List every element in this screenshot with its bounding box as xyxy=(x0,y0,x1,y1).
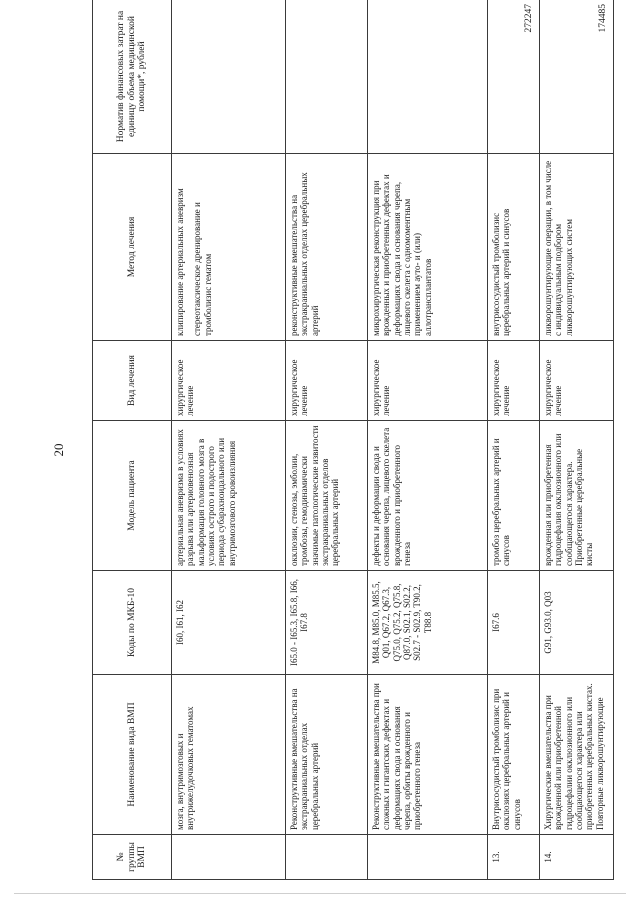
cell-icd-codes: I60, I61, I62 xyxy=(172,571,286,675)
cell-treatment-type: хирургическое лечение xyxy=(172,341,286,421)
table-row xyxy=(172,0,286,880)
cell-vmp-name: мозга, внутримозговых и внутрижелудочковых гематомах xyxy=(172,675,286,835)
cell-group-number: 13. xyxy=(488,835,540,880)
cell-patient-model: врожденная или приобретенная гидроцефалия окклюзионного или сообщающегося характера. Приобретенные церебральные кисты xyxy=(540,421,614,571)
cell-vmp-name: Реконструктивные вмешательства при сложных и гигантских дефектах и деформациях свода и основания черепа, орбиты врожденного и приобретенного генеза xyxy=(368,675,488,835)
header-group: № группы ВМП xyxy=(93,835,172,880)
cell-group-number: 14. xyxy=(540,835,614,880)
cell-group-number xyxy=(172,835,286,880)
cell-vmp-name: Внутрисосудистый тромболизис при окклюзиях церебральных артерий и синусов xyxy=(488,675,540,835)
cell-icd-codes: I65.0 - I65.3, I65.8, I66, I67.8 xyxy=(286,571,368,675)
header-patient-model: Модель пациента xyxy=(93,421,172,571)
cell-cost xyxy=(172,0,286,154)
table-row xyxy=(488,0,540,880)
cell-patient-model: артериальная аневризма в условиях разрыва или артериовенозная мальформация головного мозга в условиях острого и подострого периода субарахноидального или внутримозгового кровоизлияния xyxy=(172,421,286,571)
cell-method xyxy=(172,154,286,341)
cell-patient-model: дефекты и деформации свода и основания черепа, лицевого скелета врожденного и приобретенного генеза xyxy=(368,421,488,571)
cell-patient-model: тромбоз церебральных артерий и синусов xyxy=(488,421,540,571)
method-item: внутрисосудистый тромболизис церебральных артерий и синусов xyxy=(491,208,512,336)
cell-group-number xyxy=(286,835,368,880)
cell-method xyxy=(286,154,368,341)
cell-icd-codes: M84.8, M85.0, M85.5, Q01, Q67.2, Q67.3, Q75.0, Q75.2, Q75.8, Q87.0, S02.1, S02.2, S02.7 - S02.9, T90.2, T88.8 xyxy=(368,571,488,675)
table-header xyxy=(93,0,172,880)
header-icd-codes: Коды по МКБ-10 xyxy=(93,571,172,675)
page-edge-divider xyxy=(14,893,626,894)
cell-cost: 174485 xyxy=(540,0,614,154)
cell-treatment-type: хирургическое лечение xyxy=(540,341,614,421)
table-row xyxy=(368,0,488,880)
cell-treatment-type: хирургическое лечение xyxy=(368,341,488,421)
cell-cost xyxy=(286,0,368,154)
table-body xyxy=(172,0,614,880)
cell-patient-model: окклюзии, стенозы, эмболии, тромбозы, гемодинамически значимые патологические извитости экстракраниальных отделов церебральных артерий xyxy=(286,421,368,571)
method-item: реконструктивные вмешательства на экстракраниальных отделах церебральных артерий xyxy=(289,172,320,336)
method-item: ликворошунтирующие операции, в том числе с индивидуальным подбором ликворошунтирующих систем xyxy=(543,160,574,336)
header-norm: Норматив финансовых затрат на единицу объема медицинской помощи*, рублей xyxy=(93,0,172,154)
cell-group-number xyxy=(368,835,488,880)
header-treatment-type: Вид лечения xyxy=(93,341,172,421)
rotated-page-content xyxy=(92,0,612,880)
vmp-table xyxy=(92,0,614,880)
table-row xyxy=(286,0,368,880)
cell-method xyxy=(368,154,488,341)
cell-icd-codes: I67.6 xyxy=(488,571,540,675)
method-item: микрохирургическая реконструкция при врожденных и приобретенных дефектах и деформациях свода и основания черепа, лицевого скелета с одномоментным применением ауто- и (или) аллотрансплантатов xyxy=(371,174,433,336)
header-vmp-name: Наименование вида ВМП xyxy=(93,675,172,835)
header-method: Метод лечения xyxy=(93,154,172,341)
cell-treatment-type: хирургическое лечение xyxy=(488,341,540,421)
cell-treatment-type: хирургическое лечение xyxy=(286,341,368,421)
page-number: 20 xyxy=(51,443,66,457)
cell-vmp-name: Реконструктивные вмешательства на экстракраниальных отделах церебральных артерий xyxy=(286,675,368,835)
cell-cost xyxy=(368,0,488,154)
cell-method xyxy=(540,154,614,341)
cell-method xyxy=(488,154,540,341)
cell-vmp-name: Хирургические вмешательства при врожденной или приобретенной гидроцефалии окклюзионного или сообщающегося характера или приобретенных церебральных кистах. Повторные ликворошунтирующие xyxy=(540,675,614,835)
cell-icd-codes: G91, G93.0, Q03 xyxy=(540,571,614,675)
method-item: стереотаксическое дренирование и тромболизис гематом xyxy=(192,202,213,336)
table-row xyxy=(540,0,614,880)
method-item: клипирование артериальных аневризм xyxy=(175,188,185,336)
cell-cost: 272247 xyxy=(488,0,540,154)
